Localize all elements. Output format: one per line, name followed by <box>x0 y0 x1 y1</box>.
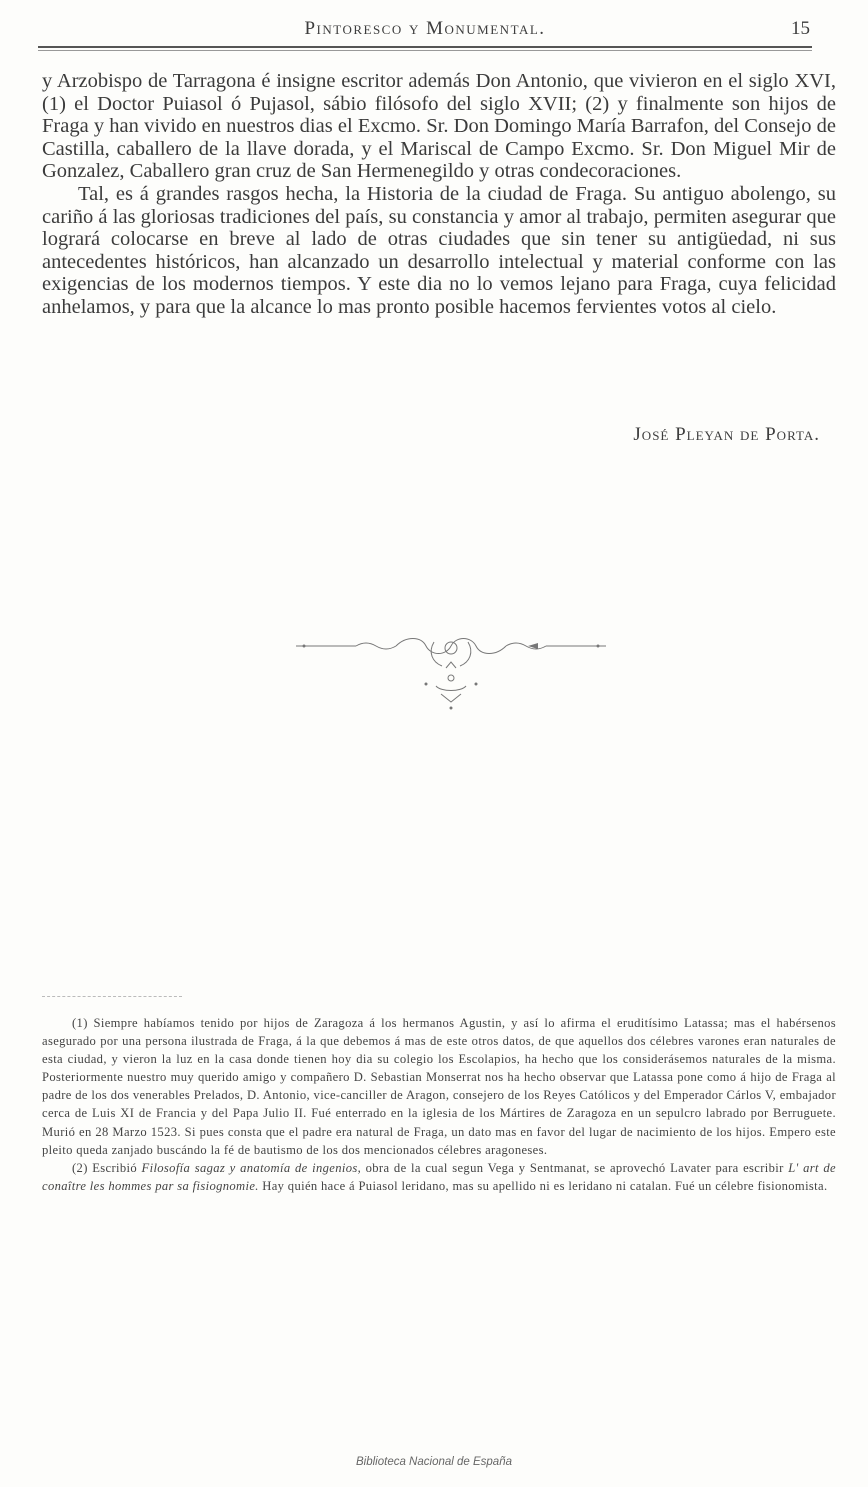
page-number: 15 <box>791 18 810 39</box>
footnote-rule <box>42 996 182 997</box>
footnote-2-title-2: L' art de conaître les hommes par sa fisiognomie. <box>42 1160 836 1193</box>
header-rule-thin <box>38 50 812 51</box>
author-signature: José Pleyan de Porta. <box>633 424 820 445</box>
library-watermark: Biblioteca Nacional de España <box>356 1456 512 1468</box>
running-title: Pintoresco y Monumental. <box>304 18 546 39</box>
paragraph-1: y Arzobispo de Tarragona é insigne escritor además Don Antonio, que vivieron en el siglo XVI, (1) el Doctor Puiasol ó Pujasol, sábio filósofo del siglo XVII; (2) y finalmente son hijos de Fraga y han vivido en nuestros dias el Excmo. Sr. Don Domingo María Barrafon, del Consejo de Castilla, caballero de la llave dorada, y el Mariscal de Campo Excmo. Sr. Don Miguel Mir de Gonzalez, Caballero gran cruz de San Hermenegildo y otras condecoraciones. <box>42 70 836 183</box>
paragraph-2: Tal, es á grandes rasgos hecha, la Historia de la ciudad de Fraga. Su antiguo abolengo, su cariño á las gloriosas tradiciones del país, su constancia y amor al trabajo, permiten asegurar que logrará colocarse en breve al lado de otras ciudades que sin tener su antigüedad, ni sus antecedentes históricos, han alcanzado un desarrollo intelectual y material conforme con las exigencias de los modernos tiempos. Y este dia no lo vemos lejano para Fraga, cuya felicidad anhelamos, y para que la alcance lo mas pronto posible hacemos fervientes votos al cielo. <box>42 182 836 318</box>
footnote-2 <box>42 1159 836 1195</box>
footnote-2-end: Hay quién hace á Puiasol leridano, mas su apellido ni es leridano ni catalan. Fué un célebre fisionomista. <box>258 1178 828 1193</box>
ornament-icon <box>296 634 606 714</box>
running-head <box>40 18 810 44</box>
footnote-1: (1) Siempre habíamos tenido por hijos de Zaragoza á los hermanos Agustin, y así lo afirma el eruditísimo Latassa; mas el habérsenos asegurado por una persona ilustrada de Fraga, á la que debemos á mas de este otros datos, de que aquellos dos célebres varones eran naturales de esta ciudad, y vieron la luz en la casa donde tienen hoy dia su colegio los Escolapios, ha hecho que los considerásemos naturales de la misma. Posteriormente nuestro muy querido amigo y compañero D. Sebastian Monserrat nos ha hecho observar que Latassa pone como á hijo de Fraga al padre de los dos venerables Prelados, D. Antonio, vice-canciller de Aragon, consejero de los Reyes Católicos y del Emperador Cárlos V, embajador cerca de Luis XI de Francia y del Papa Julio II. Fué enterrado en la iglesia de los Mártires de Zaragoza en un sepulcro labrado por Berruguete. Murió en 28 Marzo 1523. Si pues consta que el padre era natural de Fraga, un dato mas en favor del lugar de nacimiento de los hijos. Empero este pleito queda zanjado buscándo la fé de bautismo de los dos mencionados célebres aragoneses. <box>42 1016 836 1157</box>
footnote-2-title-1: Filosofía sagaz y anatomía de ingenios, <box>141 1160 362 1175</box>
main-text <box>42 70 836 319</box>
footnote-2-mid: obra de la cual segun Vega y Sentmanat, se aprovechó Lavater para escribir <box>361 1160 789 1175</box>
footnote-2-start: (2) Escribió <box>72 1160 142 1175</box>
footnotes <box>42 1014 836 1195</box>
header-rule <box>38 46 812 48</box>
